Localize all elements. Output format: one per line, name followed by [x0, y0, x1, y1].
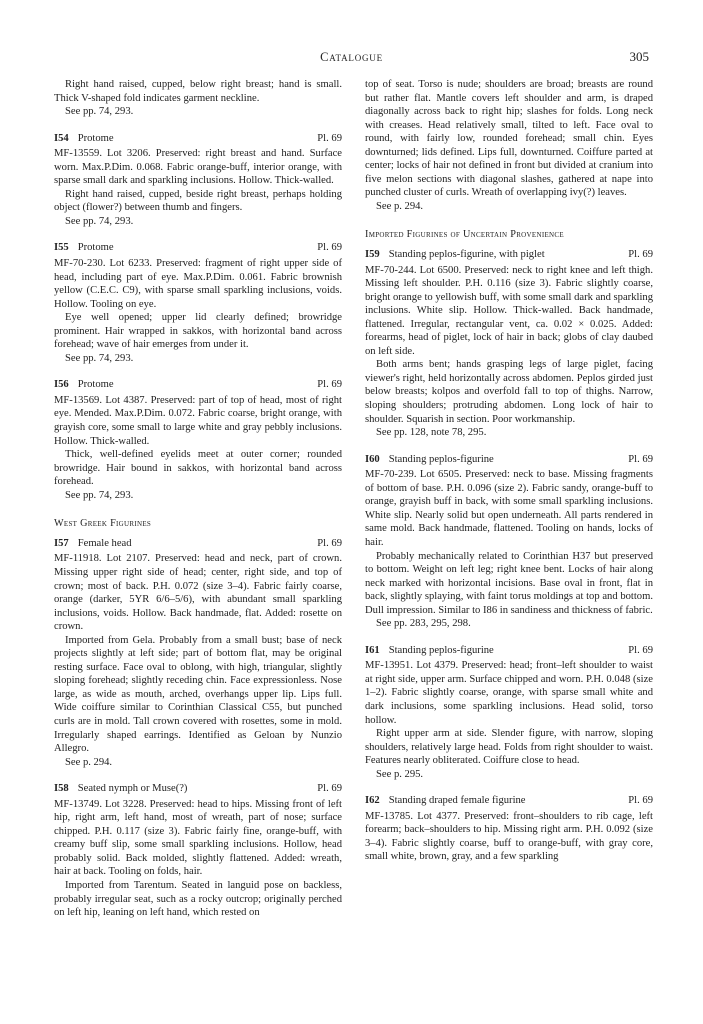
see-reference: See pp. 74, 293.	[65, 489, 134, 501]
entry-description: Both arms bent; hands grasping legs of large piglet, facing viewer's right, held horizontally across abdomen. Peplos girded just below breasts; kolpos and overfold fall to top of thighs. Narrow, sloping shoulders; protruding abdomen. Long lock of hair to shoulder. Squarish in section. Poor workmanship.	[365, 359, 653, 425]
entry-description: top of seat. Torso is nude; shoulders are broad; breasts are round but rather flat. Mantle covers left shoulder and arm, is draped diagonally across back to right hip; slashes for folds. Long neck with creases. Head relatively small, tilted to left. Face oval to round, with fairly low, rounded forehead; small chin. Eyes downturned; lids defined. Lips full, downturned. Coiffure parted at center; locks of hair not defined in front but divided at cranium into five melon sections with diagonal slashes, gathered at nape into punched cluster of curls. Wreath of overlapping ivy(?) leaves.	[365, 79, 653, 199]
entry-title: Protome	[77, 242, 114, 254]
entry-number: I56	[54, 379, 69, 391]
entry-description: Imported from Tarentum. Seated in languid pose on backless, probably irregular seat, such as a rocky outcrop; originally perched on left hip, leaning on left hand, which rested on	[54, 879, 342, 919]
entry-description: Imported from Gela. Probably from a small bust; base of neck projects slightly at left side; part of bottom flat, may be original resting surface. Face oval to oblong, with high, triangular, slightly sloping forehead; slightly receding chin. Face expressionless. Nose large, as wide as mouth, arched, overhangs upper lip. Lips full. Wide coiffure similar to Corinthian Classical C55, but punched curls are in mold. Tall crown covered with rosettes, some in mold. Irregularly shaped earrings. Identified as Geloan by Nunzio Allegro.	[54, 634, 342, 755]
entry-number: I62	[365, 795, 380, 807]
entry-number: I54	[54, 132, 69, 144]
entry-title: Standing peplos-figurine, with piglet	[388, 249, 545, 261]
section-heading: West Greek Figurines	[54, 518, 152, 530]
catalogue-entry-i56	[54, 378, 342, 502]
see-reference: See pp. 283, 295, 298.	[376, 618, 471, 630]
entry-data: MF-70-230. Lot 6233. Preserved: fragment of right upper side of head, including part of eye. Max.P.Dim. 0.061. Fabric brownish yellow (C.E.C. C9), with sparse small sparkling inclusions, voids. Hollow. Tooling on eye.	[54, 258, 342, 310]
entry-title: Protome	[77, 379, 114, 391]
see-reference: See pp. 74, 293.	[65, 215, 134, 227]
catalogue-entry-i55	[54, 241, 342, 365]
entry-title: Female head	[77, 537, 132, 549]
entry-data: MF-11918. Lot 2107. Preserved: head and neck, part of crown. Missing upper right side of head; center, right side, and top of crown; most of back. P.H. 0.072 (size 3–4). Fabric fairly coarse, orange (darker, 5YR 6/6–5/6), with abundant small sparkling inclusions, voids. Hollow. Back handmade, flat. Added: rosette on crown.	[54, 553, 342, 633]
entry-data: MF-70-239. Lot 6505. Preserved: neck to base. Missing fragments of bottom of base. P.H. 0.096 (size 2). Fabric sandy, orange-buff to orange, grayish buff in back, with some small sparkling inclusions. White slip. Nearly solid but open underneath. All parts rendered in same mold. Back handmade, flattened. Tooling on hands, locks of hair.	[365, 469, 653, 548]
entry-title: Standing peplos-figurine	[388, 453, 494, 465]
section-heading: Imported Figurines of Uncertain Provenience	[365, 229, 564, 241]
page-number: 305	[629, 49, 649, 64]
entry-description: Right upper arm at side. Slender figure, with narrow, sloping shoulders, relatively large head. Folds from right shoulder to waist. Features nearly obliterated. Coiffure close to head.	[365, 728, 653, 767]
entry-title: Seated nymph or Muse(?)	[77, 783, 188, 795]
entry-description: Right hand raised, cupped, below right breast; hand is small. Thick V-shaped fold indicates garment neckline.	[54, 79, 342, 104]
entry-data: MF-13569. Lot 4387. Preserved: part of top of head, most of right eye. Mended. Max.P.Dim. 0.072. Fabric coarse, bright orange, with grayish core, some small to large white and gray pebbly inclusions. Hollow. Thick-walled.	[54, 394, 342, 447]
plate-reference: Pl. 69	[317, 537, 342, 549]
entry-heading	[365, 794, 653, 808]
entry-data: MF-13785. Lot 4377. Preserved: front–shoulders to rib cage, left forearm; back–shoulders to hip. Missing right arm. P.H. 0.092 (size 3–4). Fabric slightly coarse, buff to orange-buff, with gray core, small white, brown, gray, and a few sparkling	[365, 810, 653, 863]
entry-heading	[365, 453, 653, 467]
catalogue-entry-i58	[54, 782, 342, 919]
entry-description: Right hand raised, cupped, beside right breast, perhaps holding object (flower?) between thumb and fingers.	[54, 188, 342, 214]
entry-heading	[54, 537, 342, 551]
plate-reference: Pl. 69	[628, 795, 653, 807]
entry-data: MF-13749. Lot 3228. Preserved: head to hips. Missing front of left hip, right arm, left hand, most of wreath, part of nose; surface chipped. P.H. 0.117 (size 3). Fabric fairly fine, orange-buff, with creamy buff slip, some small sparkling inclusions. Hollow, head probably solid. Back molded, slightly flattened. Added: wreath, hair at back. Tooling on folds, hair.	[54, 798, 342, 878]
entry-title: Protome	[77, 132, 114, 144]
entry-heading	[54, 132, 342, 146]
see-reference: See p. 295.	[376, 768, 424, 780]
see-reference: See pp. 128, note 78, 295.	[376, 427, 487, 439]
catalogue-entry-i59	[365, 248, 653, 440]
see-reference: See p. 294.	[65, 756, 113, 768]
catalogue-entry-i60	[365, 453, 653, 631]
plate-reference: Pl. 69	[628, 249, 653, 261]
entry-number: I58	[54, 783, 69, 795]
see-reference: See p. 294.	[376, 200, 424, 212]
see-reference: See pp. 74, 293.	[65, 106, 134, 118]
see-reference: See pp. 74, 293.	[65, 352, 134, 364]
plate-reference: Pl. 69	[317, 242, 342, 254]
entry-title: Standing peplos-figurine	[388, 644, 494, 656]
entry-heading	[365, 644, 653, 658]
entry-title: Standing draped female figurine	[388, 795, 526, 807]
entry-number: I57	[54, 537, 69, 549]
catalogue-entry-i54	[54, 132, 342, 229]
entry-description: Probably mechanically related to Corinthian H37 but preserved to bottom. Weight on left leg; right knee bent. Locks of hair along neck marked with horizontal incisions. Base oval in front, flat in back, slightly splaying, with faint torus moldings at top and bottom. Dull impression. Similar to I86 in sandiness and thickness of fabric.	[365, 550, 653, 616]
entry-data: MF-13951. Lot 4379. Preserved: head; front–left shoulder to waist at right side, upper arm. Surface chipped and worn. P.H. 0.048 (size 1–2). Fabric slightly coarse, orange, with sparse small white and dark inclusions, some sparkling inclusions. Head solid, torso hollow.	[365, 660, 653, 726]
left-column	[54, 78, 342, 920]
catalogue-entry-i62	[365, 794, 653, 864]
entry-number: I55	[54, 242, 69, 254]
plate-reference: Pl. 69	[628, 453, 653, 465]
entry-heading	[54, 782, 342, 796]
plate-reference: Pl. 69	[317, 379, 342, 391]
entry-data: MF-70-244. Lot 6500. Preserved: neck to right knee and left thigh. Missing left shoulder. P.H. 0.116 (size 3). Fabric slightly coarse, bright orange to yellowish buff, with some small dark and sparkling inclusions. White slip. Hollow. Thick-walled. Back handmade, flattened. Irregular, rectangular vent, ca. 0.02 × 0.025. Added: forearms, head of piglet, lock of hair in back; globs of clay daubed on left side.	[365, 264, 653, 357]
entry-description: Thick, well-defined eyelids meet at outer corner; rounded browridge. Hair bound in sakkos, with horizontal band across forehead.	[54, 449, 342, 488]
plate-reference: Pl. 69	[317, 783, 342, 795]
entry-heading	[54, 241, 342, 255]
catalogue-entry-i57	[54, 537, 342, 769]
continued-entry	[365, 78, 653, 213]
plate-reference: Pl. 69	[628, 644, 653, 656]
entry-heading	[54, 378, 342, 392]
entry-data: MF-13559. Lot 3206. Preserved: right breast and hand. Surface worn. Max.P.Dim. 0.068. Fabric orange-buff, interior orange, with sparse small dark and sparkling inclusions. Hollow. Thick-walled.	[54, 148, 342, 187]
catalogue-entry-i61	[365, 644, 653, 781]
entry-description: Eye well opened; upper lid clearly defined; browridge prominent. Hair wrapped in sakkos, with horizontal band across forehead; wave of hair emerges from under it.	[54, 312, 342, 351]
continued-entry	[54, 78, 342, 119]
entry-number: I61	[365, 644, 380, 656]
plate-reference: Pl. 69	[317, 132, 342, 144]
entry-number: I59	[365, 249, 380, 261]
entry-number: I60	[365, 453, 380, 465]
right-column	[365, 78, 653, 864]
entry-heading	[365, 248, 653, 262]
running-header: Catalogue	[320, 50, 383, 64]
